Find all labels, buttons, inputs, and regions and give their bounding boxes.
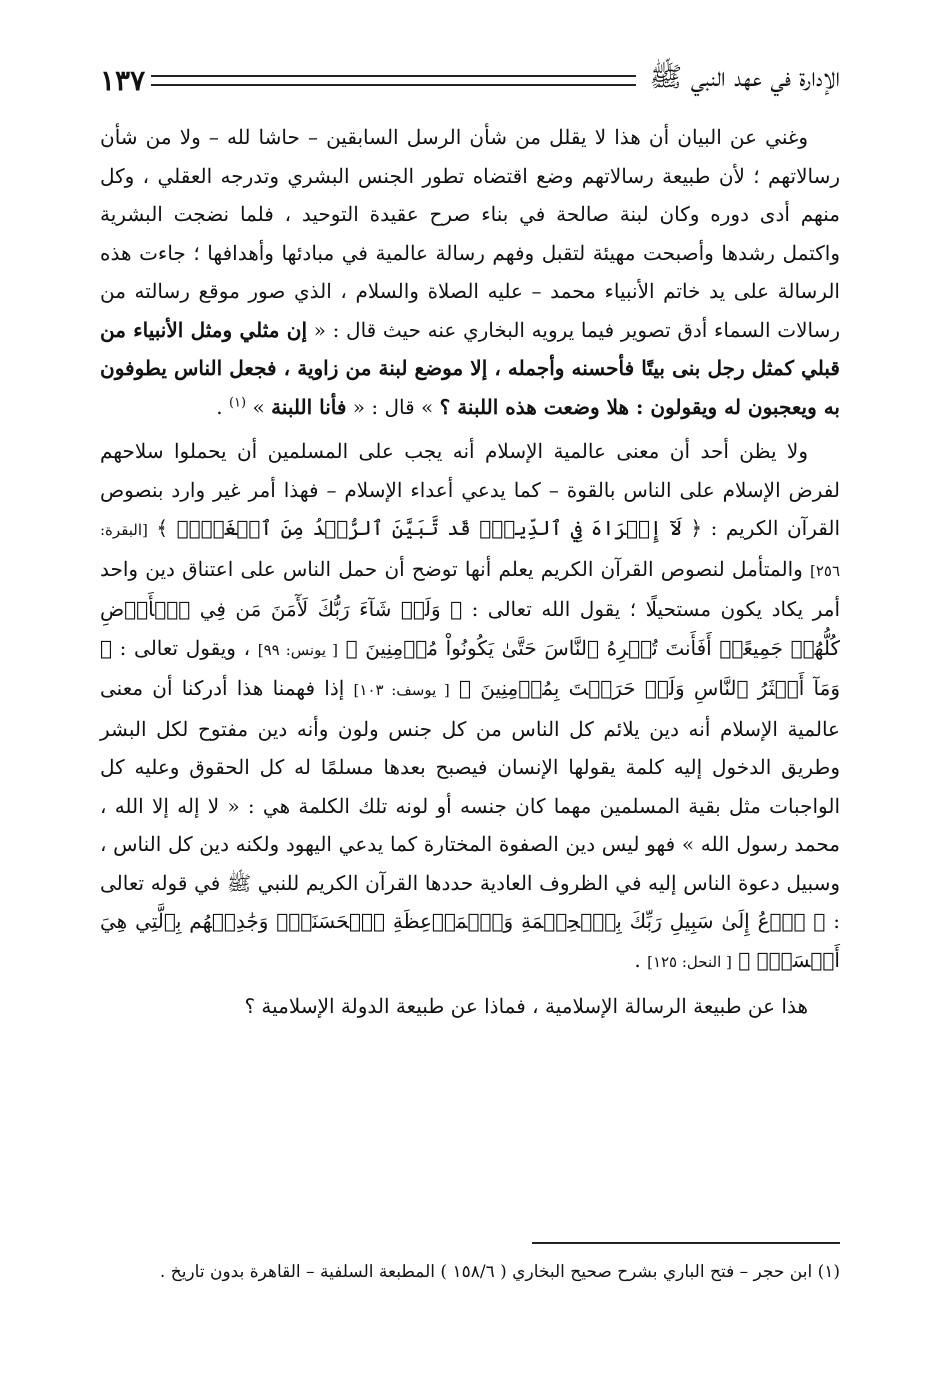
quran-verse-3: ﴿ وَمَآ أَكۡثَرُ ٱلنَّاسِ وَلَوۡ حَرَصۡتَ بِمُؤۡمِنِينَ ﴾ bbox=[100, 635, 841, 700]
verse-reference-1: [البقرة: ٢٥٦] bbox=[100, 521, 841, 580]
paragraph-2-end: . bbox=[634, 947, 641, 972]
main-text bbox=[100, 118, 840, 1026]
closing-paragraph: هذا عن طبيعة الرسالة الإسلامية ، فماذا عن طبيعة الدولة الإسلامية ؟ bbox=[244, 994, 808, 1018]
hadith-quote-2: فأنا اللبنة bbox=[271, 394, 347, 419]
paragraph-2 bbox=[100, 432, 840, 981]
page-number: ١٣٧ bbox=[100, 63, 146, 97]
verse-reference-3: [ يوسف: ١٠٣] bbox=[353, 681, 450, 699]
quran-verse-1: ﴿ لَآ إِكۡرَاهَ فِي ٱلدِّينِۖ قَد تَّبَيَّنَ ٱلرُّشۡدُ مِنَ ٱلۡغَيِّۚ ﴾ bbox=[156, 516, 703, 540]
running-title: الإدارة في عهد النبي ﷺ bbox=[649, 62, 840, 93]
paragraph-1-connector: » قال : « bbox=[352, 394, 434, 419]
paragraph-1-end: . bbox=[216, 394, 223, 419]
paragraph-2-text-3: ، ويقول تعالى : bbox=[119, 635, 251, 660]
quran-verse-2: ﴿ وَلَوۡ شَآءَ رَبُّكَ لَأٓمَنَ مَن فِي ٱلۡأَرۡضِ كُلُّهُمۡ جَمِيعًاۚ أَفَأَنتَ تُكۡرِهُ ٱلنَّاسَ حَتَّىٰ يَكُونُواْ مُؤۡمِنِينَ ﴾ bbox=[100, 597, 840, 660]
verse-reference-2: [ يونس: ٩٩] bbox=[257, 640, 338, 659]
paragraph-1-close-quote: » bbox=[252, 394, 265, 419]
paragraph-1 bbox=[100, 118, 840, 426]
running-header bbox=[100, 58, 840, 102]
header-double-rule bbox=[151, 75, 635, 86]
footnote: (١) ابن حجر – فتح الباري بشرح صحيح البخاري ( ١٥٨/٦ ) المطبعة السلفية – القاهرة بدون تاريخ . bbox=[159, 1262, 840, 1282]
footnote-separator bbox=[532, 1242, 840, 1244]
footnote-marker[interactable]: (١) bbox=[228, 394, 247, 410]
hadith-quote: إن مثلي ومثل الأنبياء من قبلي كمثل رجل بنى بيتًا فأحسنه وأجمله ، إلا موضع لبنة من زاوية ، فجعل الناس يطوفون به ويعجبون له ويقولون : هلا وضعت هذه اللبنة ؟ bbox=[100, 317, 840, 419]
verse-reference-4: [ النحل: ١٢٥] bbox=[647, 952, 732, 971]
paragraph-2-text-2: والمتأمل لنصوص القرآن الكريم يعلم أنها توضح أن حمل الناس على اعتناق دين واحد أمر يكاد يكون مستحيلًا ؛ يقول الله تعالى : bbox=[100, 556, 841, 621]
paragraph-2-text-1: ولا يظن أحد أن معنى عالمية الإسلام أنه يجب على المسلمين أن يحملوا سلاحهم لفرض الإسلام على الناس بالقوة – كما يدعي أعداء الإسلام – فهذا أمر غير وارد بنصوص القرآن الكريم : bbox=[100, 439, 840, 540]
paragraph-1-text: وغني عن البيان أن هذا لا يقلل من شأن الرسل السابقين – حاشا لله – ولا من شأن رسالاتهم ؛ لأن طبيعة رسالاتهم وضع اقتضاه تطور الجنس البشري وتدرجه العقلي ، وكل منهم أدى دوره وكان لبنة صالحة في بناء صرح عقيدة التوحيد ، فلما نضجت البشرية واكتمل رشدها وأصبحت مهيئة لتقبل وفهم رسالة عالمية في مبادئها وأهدافها ؛ جاءت هذه الرسالة على يد خاتم الأنبياء محمد – عليه الصلاة والسلام ، الذي صور موقع رسالته من رسالات السماء أدق تصوير فيما يرويه البخاري عنه حيث قال : « bbox=[100, 125, 840, 342]
paragraph-2-text-4: إذا فهمنا هذا أدركنا أن معنى عالمية الإسلام أنه دين يلائم كل الناس من كل جنس ولون وأنه دين مفتوح لكل البشر وطريق الدخول إليه كلمة يقولها الإنسان فيصبح بعدها مسلمًا له كل الحقوق وعليه كل الواجبات مثل بقية المسلمين مهما كان جنسه أو لونه تلك الكلمة هي : « لا إله إلا الله ، محمد رسول الله » فهو ليس دين الصفوة المختارة كما يدعي اليهود ولكنه دين كل الناس ، وسبيل دعوة الناس إليه في الظروف العادية حددها القرآن الكريم للنبي ﷺ في قوله تعالى : bbox=[100, 676, 840, 933]
quran-verse-4: ﴿ ٱدۡعُ إِلَىٰ سَبِيلِ رَبِّكَ بِٱلۡحِكۡمَةِ وَٱلۡمَوۡعِظَةِ ٱلۡحَسَنَةِۖ وَجَٰدِلۡهُم بِٱلَّتِي هِيَ أَحۡسَنُۚ ﴾ bbox=[100, 909, 840, 972]
